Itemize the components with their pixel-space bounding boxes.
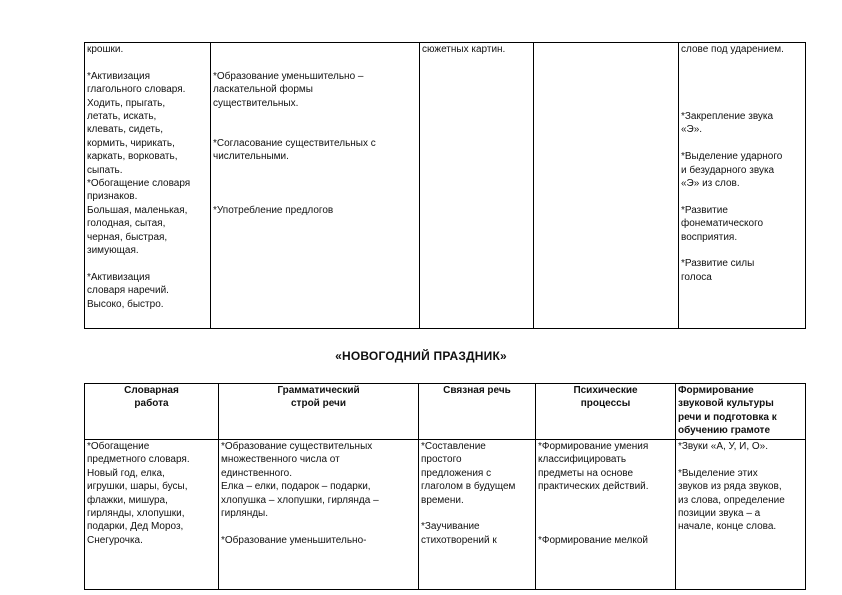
cont-col-mental [534, 43, 679, 329]
text-line [213, 56, 417, 69]
ny-col-vocabulary [85, 440, 219, 590]
text-line [681, 190, 803, 203]
text-line: ласкательной формы [213, 84, 313, 96]
text-line: кормить, чирикать, [87, 137, 175, 149]
text-line: голодная, сытая, [87, 218, 166, 230]
text-line: практических действий. [538, 481, 649, 493]
text-line: *Согласование существительных с [213, 137, 376, 149]
header-vocabulary [85, 384, 219, 440]
text-line: *Составление [421, 441, 486, 452]
text-line [681, 244, 803, 257]
text-line: *Закрепление звука [681, 110, 774, 122]
cont-col-grammar [211, 43, 420, 329]
text-line: *Заучивание [421, 521, 480, 533]
table-row [85, 43, 806, 329]
text-line [213, 43, 417, 56]
text-line [538, 520, 673, 533]
text-line: *Активизация [87, 271, 150, 283]
text-line [681, 83, 803, 96]
text-line: позиции звука – а [678, 508, 761, 520]
header-sound [676, 384, 806, 440]
text-line: предметы на основе [538, 467, 634, 479]
text-line: времени. [421, 494, 464, 506]
text-line: игрушки, шары, бусы, [87, 481, 188, 493]
ny-col-speech [419, 440, 536, 590]
text-line: *Обогащение [87, 441, 150, 452]
text-line: зимующая. [87, 245, 139, 257]
text-line: крошки. [87, 44, 124, 55]
text-line [681, 70, 803, 83]
text-line: Снегурочка. [87, 534, 143, 546]
cont-col-speech [420, 43, 534, 329]
text-line: Новый год, елка, [87, 467, 165, 479]
text-line: предложения с [421, 467, 492, 479]
text-line: речи и подготовка к [678, 411, 777, 423]
text-line: Ходить, прыгать, [87, 97, 166, 109]
text-line: гирлянды. [221, 508, 269, 520]
text-line: каркать, ворковать, [87, 151, 178, 163]
text-line [681, 97, 803, 110]
text-line: глагольного словаря. [87, 84, 186, 96]
text-line: *Активизация [87, 70, 150, 82]
text-line: летать, искать, [87, 111, 157, 123]
text-line: процессы [580, 398, 631, 410]
text-line: звуков из ряда звуков, [678, 481, 782, 493]
text-line: «Э». [681, 124, 703, 136]
text-line: строй речи [291, 398, 346, 410]
text-line: *Развитие силы [681, 258, 755, 270]
cont-col-sound [679, 43, 806, 329]
text-line: *Формирование мелкой [538, 534, 648, 546]
text-line: *Образование уменьшительно – [213, 70, 364, 82]
cont-col-vocabulary [85, 43, 211, 329]
text-line: звуковой культуры [678, 398, 774, 410]
text-line [538, 507, 673, 520]
text-line: подарки, Дед Мороз, [87, 521, 184, 533]
text-line: обучению грамоте [678, 425, 771, 437]
text-line [681, 137, 803, 150]
text-line [213, 164, 417, 177]
text-line: Высоко, быстро. [87, 298, 164, 310]
text-line: Связная речь [443, 385, 511, 396]
text-line: существительных. [213, 97, 299, 109]
text-line: из слова, определение [678, 494, 785, 506]
text-line [221, 520, 416, 533]
text-line: хлопушка – хлопушки, гирлянда – [221, 494, 379, 506]
text-line: слове под ударением. [681, 44, 784, 55]
text-line: Большая, маленькая, [87, 204, 188, 216]
text-line: множественного числа от [221, 454, 340, 466]
text-line [87, 56, 208, 69]
text-line: и безударного звука [681, 164, 775, 176]
header-grammar [219, 384, 419, 440]
text-line [213, 177, 417, 190]
text-line: *Обогащение словаря [87, 178, 191, 190]
text-line [681, 56, 803, 69]
text-line: *Употребление предлогов [213, 204, 334, 216]
header-mental [536, 384, 676, 440]
text-line: восприятия. [681, 231, 738, 243]
text-line: *Выделение ударного [681, 151, 783, 163]
text-line: *Образование уменьшительно- [221, 534, 367, 546]
continuation-table [84, 42, 806, 329]
ny-col-mental [536, 440, 676, 590]
text-line: классифицировать [538, 454, 627, 466]
text-line: *Образование существительных [221, 441, 373, 452]
section-title: «НОВОГОДНИЙ ПРАЗДНИК» [335, 349, 507, 363]
header-speech [419, 384, 536, 440]
text-line: сюжетных картин. [422, 44, 506, 55]
text-line: работа [134, 398, 169, 410]
text-line: *Формирование умения [538, 441, 649, 452]
text-line: единственного. [221, 467, 293, 479]
text-line: Елка – елки, подарок – подарки, [221, 481, 371, 493]
text-line: клевать, сидеть, [87, 124, 163, 136]
text-line: *Развитие [681, 204, 728, 216]
text-line: сыпать. [87, 164, 123, 176]
text-line: признаков. [87, 191, 138, 203]
text-line: *Звуки «А, У, И, О». [678, 441, 768, 452]
text-line: флажки, мишура, [87, 494, 168, 506]
text-line: «Э» из слов. [681, 177, 740, 189]
ny-col-sound [676, 440, 806, 590]
new-year-table [84, 383, 806, 590]
table-row [85, 440, 806, 590]
text-line [538, 494, 673, 507]
text-line: начале, конце слова. [678, 521, 777, 533]
text-line: стихотворений к [421, 534, 497, 546]
text-line: Формирование [678, 385, 754, 396]
header-row [85, 384, 806, 440]
text-line: предметного словаря. [87, 454, 190, 466]
text-line: простого [421, 454, 462, 466]
text-line: гирлянды, хлопушки, [87, 508, 185, 520]
text-line [213, 190, 417, 203]
text-line [87, 257, 208, 270]
text-line: Психические [573, 385, 638, 396]
text-line [213, 110, 417, 123]
text-line: словаря наречий. [87, 285, 169, 297]
text-line [213, 123, 417, 136]
text-line: голоса [681, 271, 712, 283]
text-line: Словарная [124, 385, 179, 396]
text-line: Грамматический [277, 385, 360, 396]
ny-col-grammar [219, 440, 419, 590]
text-line [678, 453, 803, 466]
text-line: числительными. [213, 151, 289, 163]
text-line: *Выделение этих [678, 467, 758, 479]
text-line: черная, быстрая, [87, 231, 168, 243]
text-line: глаголом в будущем [421, 481, 516, 493]
text-line: фонематического [681, 218, 764, 230]
text-line [421, 507, 533, 520]
